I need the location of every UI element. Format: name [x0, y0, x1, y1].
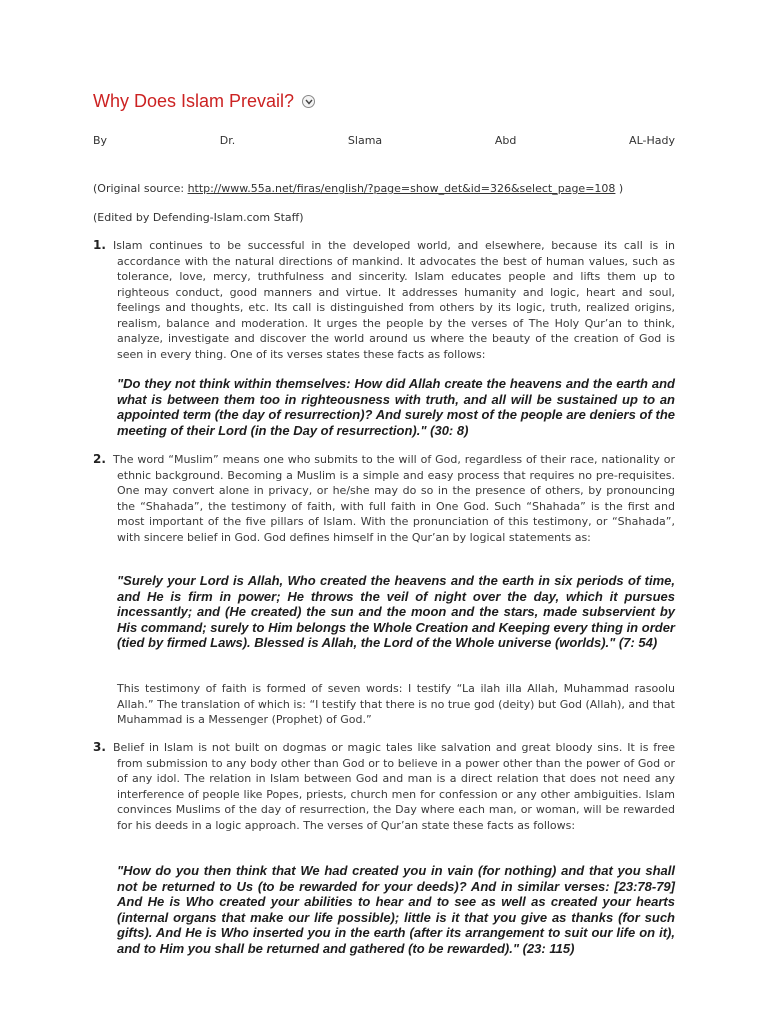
quran-quote: "Do they not think within themselves: How did Allah create the heavens and the earth and what is between them too in righteousness with truth, and all will be sustained up to an appointed term (the day of resurrection)? And surely most of the people are deniers of the meeting of their Lord (in the Day of resurrection)." (30: 8) [117, 376, 675, 438]
item-paragraph: The word “Muslim” means one who submits to the will of God, regardless of their race, nationality or ethnic background. Becoming a Muslim is a simple and easy process that requires no pre-requisites. One may convert alone in privacy, or he/she may do so in the presence of others, by pronouncing the “Shahada”, the testimony of faith, with full faith in One God. Such “Shahada” is the first and most important of the five pillars of Islam. With the pronunciation of this testimony, or “Shahada”, with sincere belief in God. God defines himself in the Qur’an by logical statements as: [113, 453, 675, 544]
list-item-2 [93, 452, 675, 545]
chevron-down-icon[interactable] [302, 95, 315, 108]
item-number: 2. [93, 452, 106, 466]
byline-title: Dr. [219, 134, 236, 147]
item-paragraph: Belief in Islam is not built on dogmas or magic tales like salvation and great bloody sins. It is free from submission to any body other than God or to believe in a power other than the power of God or of any idol. The relation in Islam between God and man is a direct relation that does not need any interference of people like Popes, priests, church men for confession or any other ambiguities. Islam convinces Muslims of the day of resurrection, the Day where each man, or woman, will be rewarded for his deeds in a logic approach. The verses of Qur’an state these facts as follows: [113, 741, 675, 832]
byline-middle-name: Abd [494, 134, 517, 147]
list-item-3 [93, 740, 675, 833]
source-suffix: ) [615, 182, 624, 195]
quote-block-1 [93, 376, 675, 438]
byline [93, 134, 675, 147]
item-number: 1. [93, 238, 106, 252]
byline-by: By [93, 134, 108, 147]
testimony-paragraph [93, 681, 675, 728]
title-row [93, 91, 315, 112]
item-paragraph: Islam continues to be successful in the developed world, and elsewhere, because its call is in accordance with the natural directions of mankind. It advocates the best of human values, such as tolerance, love, mercy, truthfulness and sincerity. Islam educates people and lifts them up to righteous conduct, good manners and virtue. It addresses humanity and logic, heart and soul, feelings and thoughts, etc. Its call is distinguished from others by its logic, truth, realized origins, realism, balance and moderation. It urges the people by the verses of The Holy Qur’an to think, analyze, investigate and discover the world around us where the beauty of the creation of God is seen in every thing. One of its verses states these facts as follows: [113, 239, 675, 361]
item-paragraph: This testimony of faith is formed of seven words: I testify “La ilah illa Allah, Muhammad rasoolu Allah.” The translation of which is: “I testify that there is no true god (deity) but God (Allah), and that Muhammad is a Messenger (Prophet) of God.” [117, 682, 675, 726]
list-item-1 [93, 238, 675, 362]
quran-quote: "How do you then think that We had created you in vain (for nothing) and that you shall not be returned to Us (to be rewarded for your deeds)? And in similar verses: [23:78-79] And He is Who created your abilities to hear and to see as well as created your hearts (internal organs that make our life possible); little is it that you give as thanks (for such gifts). And He is Who inserted you in the earth (after its arrangement to suit our life on it), and to Him you shall be returned and gathered (to be rewarded)." (23: 115) [117, 863, 675, 956]
byline-first-name: Slama [347, 134, 383, 147]
page-title: Why Does Islam Prevail? [93, 91, 295, 111]
source-link[interactable]: http://www.55a.net/firas/english/?page=show_det&id=326&select_page=108 [187, 182, 616, 195]
edited-note: (Edited by Defending-Islam.com Staff) [93, 211, 304, 224]
item-number: 3. [93, 740, 106, 754]
source-prefix: (Original source: [93, 182, 188, 195]
quote-block-2 [93, 573, 675, 651]
byline-last-name: AL-Hady [629, 134, 675, 147]
quran-quote: "Surely your Lord is Allah, Who created the heavens and the earth in six periods of time, and He is firm in power; He throws the veil of night over the day, which it pursues incessantly; and (He created) the sun and the moon and the stars, made subservient by His command; surely to Him belongs the Whole Creation and Keeping every thing in order (tied by firmed Laws). Blessed is Allah, the Lord of the Whole universe (worlds)." (7: 54) [117, 573, 675, 650]
quote-block-3 [93, 863, 675, 956]
source-line [93, 182, 623, 195]
